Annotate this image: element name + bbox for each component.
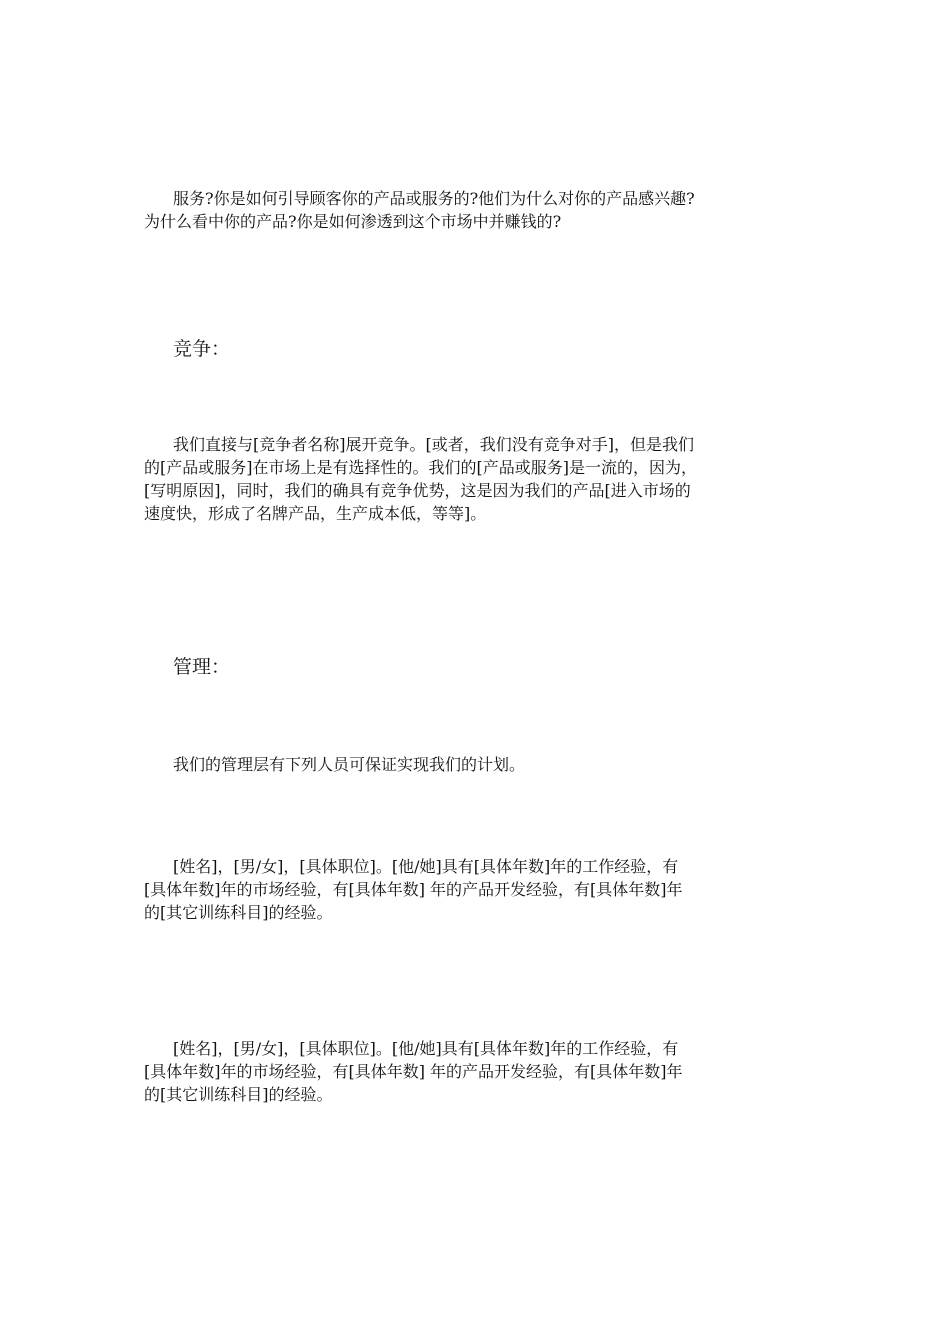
text-line: 为什么看中你的产品?你是如何渗透到这个市场中并赚钱的? [144,212,562,231]
competition-paragraph [144,432,697,524]
text-line: 我们直接与[竞争者名称]展开竞争。[或者，我们没有竞争对手]，但是我们 [173,435,694,454]
text-line: 我们的管理层有下列人员可保证实现我们的计划。 [173,755,526,774]
person-paragraph [144,854,683,923]
text-line: [具体年数]年的市场经验，有[具体年数] 年的产品开发经验，有[具体年数]年 [144,880,683,899]
person-paragraph [144,1036,683,1105]
intro-paragraph [144,186,695,232]
text-line: [写明原因]，同时，我们的确具有竞争优势，这是因为我们的产品[进入市场的 [144,481,691,500]
management-heading: 管理： [173,656,231,678]
text-line: 的[其它训练科目]的经验。 [144,1085,333,1104]
text-line: 的[其它训练科目]的经验。 [144,903,333,922]
text-line: [具体年数]年的市场经验，有[具体年数] 年的产品开发经验，有[具体年数]年 [144,1062,683,1081]
text-line: [姓名]，[男/女]，[具体职位]。[他/她]具有[具体年数]年的工作经验，有 [173,857,679,876]
text-line: 的[产品或服务]在市场上是有选择性的。我们的[产品或服务]是一流的，因为， [144,458,697,477]
management-intro-paragraph [144,752,525,775]
text-line: 速度快，形成了名牌产品，生产成本低，等等]。 [144,504,487,523]
text-line: 服务?你是如何引导顾客你的产品或服务的?他们为什么对你的产品感兴趣? [173,189,695,208]
text-line: [姓名]，[男/女]，[具体职位]。[他/她]具有[具体年数]年的工作经验，有 [173,1039,679,1058]
competition-heading: 竞争： [173,338,231,360]
